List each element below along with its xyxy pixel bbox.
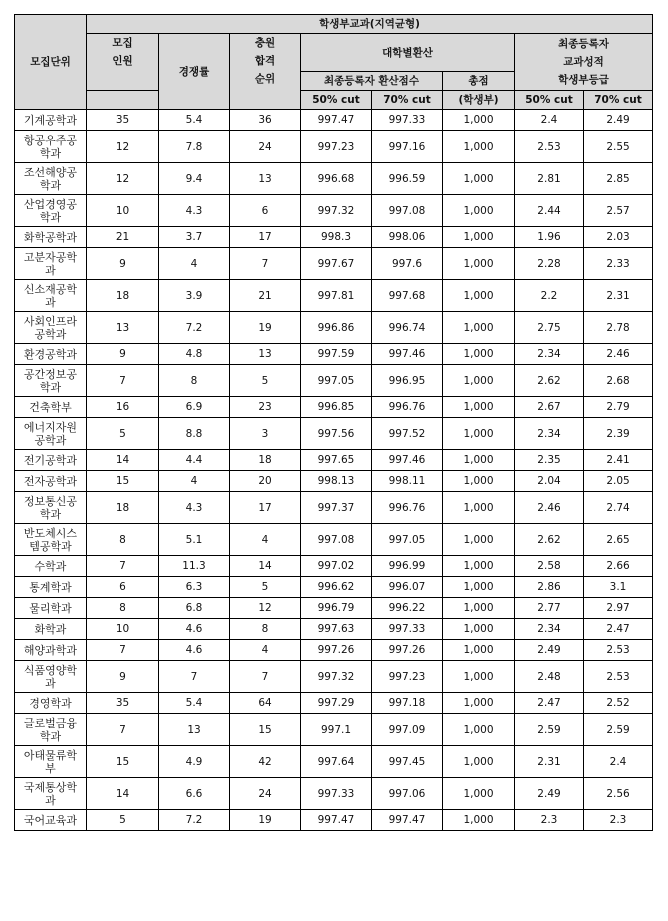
grade-cut70-cell: 2.49 [584, 110, 653, 131]
table-row [15, 471, 653, 492]
table-row [15, 365, 653, 397]
header-cut50: 50% cut [301, 91, 372, 110]
waitlist-cell: 36 [230, 110, 301, 131]
waitlist-cell: 17 [230, 227, 301, 248]
quota-cell: 15 [87, 471, 159, 492]
total-cell: 1,000 [443, 450, 515, 471]
waitlist-cell: 64 [230, 693, 301, 714]
total-cell: 1,000 [443, 619, 515, 640]
score-cut50-cell: 997.47 [301, 810, 372, 831]
quota-cell: 18 [87, 492, 159, 524]
competition-cell: 6.8 [159, 598, 230, 619]
grade-cut70-cell: 2.39 [584, 418, 653, 450]
quota-cell: 16 [87, 397, 159, 418]
unit-name-cell: 경영학과 [15, 693, 87, 714]
grade-cut70-cell: 2.56 [584, 778, 653, 810]
grade-cut50-cell: 2.47 [515, 693, 584, 714]
unit-name-cell: 화학과 [15, 619, 87, 640]
header-waitlist: 충원 합격 순위 [230, 34, 301, 110]
score-cut70-cell: 996.59 [372, 163, 443, 195]
score-cut50-cell: 996.79 [301, 598, 372, 619]
table-header [15, 15, 653, 110]
table-row [15, 778, 653, 810]
quota-cell: 15 [87, 746, 159, 778]
quota-cell: 7 [87, 640, 159, 661]
score-cut50-cell: 997.32 [301, 661, 372, 693]
competition-cell: 4.4 [159, 450, 230, 471]
competition-cell: 7.2 [159, 312, 230, 344]
score-cut50-cell: 997.47 [301, 110, 372, 131]
unit-name-cell: 수학과 [15, 556, 87, 577]
waitlist-cell: 18 [230, 450, 301, 471]
score-cut70-cell: 996.95 [372, 365, 443, 397]
grade-cut50-cell: 2.31 [515, 746, 584, 778]
competition-cell: 7 [159, 661, 230, 693]
grade-cut70-cell: 2.68 [584, 365, 653, 397]
grade-cut50-cell: 2.62 [515, 524, 584, 556]
total-cell: 1,000 [443, 418, 515, 450]
grade-cut50-cell: 2.59 [515, 714, 584, 746]
grade-cut70-cell: 2.4 [584, 746, 653, 778]
quota-cell: 5 [87, 418, 159, 450]
competition-cell: 8.8 [159, 418, 230, 450]
score-cut50-cell: 998.13 [301, 471, 372, 492]
quota-cell: 7 [87, 365, 159, 397]
total-cell: 1,000 [443, 195, 515, 227]
grade-cut50-cell: 2.75 [515, 312, 584, 344]
quota-cell: 9 [87, 661, 159, 693]
header-grade-cut70: 70% cut [584, 91, 653, 110]
score-cut50-cell: 997.08 [301, 524, 372, 556]
table-row [15, 598, 653, 619]
total-cell: 1,000 [443, 661, 515, 693]
grade-cut70-cell: 2.47 [584, 619, 653, 640]
score-cut50-cell: 996.68 [301, 163, 372, 195]
competition-cell: 5.4 [159, 110, 230, 131]
header-total: 총점 [443, 72, 515, 91]
unit-name-cell: 건축학부 [15, 397, 87, 418]
waitlist-cell: 5 [230, 577, 301, 598]
competition-cell: 6.6 [159, 778, 230, 810]
unit-name-cell: 화학공학과 [15, 227, 87, 248]
score-cut70-cell: 997.68 [372, 280, 443, 312]
competition-cell: 4.6 [159, 619, 230, 640]
table-row [15, 312, 653, 344]
table-row [15, 163, 653, 195]
table-row [15, 344, 653, 365]
total-cell: 1,000 [443, 312, 515, 344]
score-cut50-cell: 997.56 [301, 418, 372, 450]
score-cut50-cell: 996.85 [301, 397, 372, 418]
grade-cut50-cell: 2.34 [515, 418, 584, 450]
grade-cut70-cell: 2.53 [584, 661, 653, 693]
waitlist-cell: 17 [230, 492, 301, 524]
table-row [15, 110, 653, 131]
waitlist-cell: 20 [230, 471, 301, 492]
table-body [15, 110, 653, 831]
waitlist-cell: 4 [230, 640, 301, 661]
total-cell: 1,000 [443, 524, 515, 556]
total-cell: 1,000 [443, 397, 515, 418]
table-row [15, 661, 653, 693]
score-cut70-cell: 997.46 [372, 450, 443, 471]
competition-cell: 6.3 [159, 577, 230, 598]
score-cut70-cell: 997.46 [372, 344, 443, 365]
unit-name-cell: 기계공학과 [15, 110, 87, 131]
unit-name-cell: 전기공학과 [15, 450, 87, 471]
score-cut50-cell: 997.26 [301, 640, 372, 661]
table-row [15, 195, 653, 227]
competition-cell: 5.1 [159, 524, 230, 556]
grade-cut70-cell: 2.85 [584, 163, 653, 195]
quota-cell: 10 [87, 619, 159, 640]
score-cut70-cell: 997.47 [372, 810, 443, 831]
unit-name-cell: 물리학과 [15, 598, 87, 619]
grade-cut50-cell: 2.04 [515, 471, 584, 492]
waitlist-cell: 23 [230, 397, 301, 418]
quota-cell: 13 [87, 312, 159, 344]
unit-name-cell: 반도체시스 템공학과 [15, 524, 87, 556]
waitlist-cell: 3 [230, 418, 301, 450]
score-cut50-cell: 997.65 [301, 450, 372, 471]
score-cut50-cell: 997.02 [301, 556, 372, 577]
unit-name-cell: 전자공학과 [15, 471, 87, 492]
total-cell: 1,000 [443, 577, 515, 598]
score-cut70-cell: 998.06 [372, 227, 443, 248]
total-cell: 1,000 [443, 227, 515, 248]
grade-cut70-cell: 2.05 [584, 471, 653, 492]
competition-cell: 4.3 [159, 195, 230, 227]
grade-cut70-cell: 2.31 [584, 280, 653, 312]
grade-cut70-cell: 2.52 [584, 693, 653, 714]
total-cell: 1,000 [443, 365, 515, 397]
unit-name-cell: 환경공학과 [15, 344, 87, 365]
unit-name-cell: 아태물류학 부 [15, 746, 87, 778]
admission-table-container [14, 14, 652, 831]
grade-cut50-cell: 2.49 [515, 640, 584, 661]
waitlist-cell: 6 [230, 195, 301, 227]
total-cell: 1,000 [443, 640, 515, 661]
waitlist-cell: 15 [230, 714, 301, 746]
quota-cell: 12 [87, 131, 159, 163]
unit-name-cell: 통계학과 [15, 577, 87, 598]
waitlist-cell: 24 [230, 131, 301, 163]
grade-cut50-cell: 2.35 [515, 450, 584, 471]
table-row [15, 714, 653, 746]
unit-name-cell: 국어교육과 [15, 810, 87, 831]
grade-cut50-cell: 2.77 [515, 598, 584, 619]
score-cut50-cell: 997.37 [301, 492, 372, 524]
unit-name-cell: 에너지자원 공학과 [15, 418, 87, 450]
grade-cut50-cell: 2.49 [515, 778, 584, 810]
competition-cell: 3.9 [159, 280, 230, 312]
total-cell: 1,000 [443, 778, 515, 810]
table-row [15, 693, 653, 714]
competition-cell: 7.2 [159, 810, 230, 831]
unit-name-cell: 사회인프라 공학과 [15, 312, 87, 344]
quota-cell: 5 [87, 810, 159, 831]
total-cell: 1,000 [443, 110, 515, 131]
grade-cut50-cell: 2.2 [515, 280, 584, 312]
table-row [15, 397, 653, 418]
score-cut70-cell: 997.18 [372, 693, 443, 714]
table-row [15, 556, 653, 577]
grade-cut70-cell: 2.59 [584, 714, 653, 746]
score-cut70-cell: 997.33 [372, 110, 443, 131]
quota-cell: 14 [87, 450, 159, 471]
unit-name-cell: 고분자공학 과 [15, 248, 87, 280]
quota-cell: 18 [87, 280, 159, 312]
grade-cut50-cell: 2.62 [515, 365, 584, 397]
competition-cell: 4 [159, 248, 230, 280]
competition-cell: 11.3 [159, 556, 230, 577]
table-row [15, 418, 653, 450]
grade-cut70-cell: 2.97 [584, 598, 653, 619]
grade-cut50-cell: 2.3 [515, 810, 584, 831]
score-cut50-cell: 997.1 [301, 714, 372, 746]
score-cut70-cell: 996.76 [372, 492, 443, 524]
header-final-conversion: 최종등록자 환산점수 [301, 72, 443, 91]
score-cut70-cell: 997.08 [372, 195, 443, 227]
grade-cut70-cell: 2.03 [584, 227, 653, 248]
score-cut50-cell: 997.29 [301, 693, 372, 714]
grade-cut50-cell: 1.96 [515, 227, 584, 248]
waitlist-cell: 21 [230, 280, 301, 312]
score-cut50-cell: 997.81 [301, 280, 372, 312]
waitlist-cell: 24 [230, 778, 301, 810]
grade-cut50-cell: 2.44 [515, 195, 584, 227]
quota-cell: 12 [87, 163, 159, 195]
grade-cut70-cell: 2.33 [584, 248, 653, 280]
competition-cell: 6.9 [159, 397, 230, 418]
grade-cut70-cell: 2.79 [584, 397, 653, 418]
score-cut50-cell: 997.64 [301, 746, 372, 778]
table-row [15, 227, 653, 248]
grade-cut50-cell: 2.34 [515, 619, 584, 640]
total-cell: 1,000 [443, 344, 515, 365]
total-cell: 1,000 [443, 492, 515, 524]
score-cut50-cell: 997.32 [301, 195, 372, 227]
quota-cell: 35 [87, 693, 159, 714]
competition-cell: 5.4 [159, 693, 230, 714]
score-cut50-cell: 997.33 [301, 778, 372, 810]
quota-cell: 8 [87, 524, 159, 556]
score-cut70-cell: 997.06 [372, 778, 443, 810]
header-quota-blank [87, 91, 159, 110]
grade-cut50-cell: 2.58 [515, 556, 584, 577]
score-cut70-cell: 996.76 [372, 397, 443, 418]
header-unit: 모집단위 [15, 15, 87, 110]
score-cut70-cell: 998.11 [372, 471, 443, 492]
grade-cut70-cell: 2.74 [584, 492, 653, 524]
score-cut50-cell: 996.62 [301, 577, 372, 598]
competition-cell: 4.3 [159, 492, 230, 524]
score-cut50-cell: 997.63 [301, 619, 372, 640]
waitlist-cell: 4 [230, 524, 301, 556]
header-total-sub: (학생부) [443, 91, 515, 110]
unit-name-cell: 신소재공학 과 [15, 280, 87, 312]
score-cut50-cell: 998.3 [301, 227, 372, 248]
competition-cell: 9.4 [159, 163, 230, 195]
table-row [15, 131, 653, 163]
score-cut70-cell: 996.99 [372, 556, 443, 577]
table-row [15, 450, 653, 471]
total-cell: 1,000 [443, 598, 515, 619]
competition-cell: 3.7 [159, 227, 230, 248]
table-row [15, 640, 653, 661]
waitlist-cell: 12 [230, 598, 301, 619]
competition-cell: 4.9 [159, 746, 230, 778]
competition-cell: 4.6 [159, 640, 230, 661]
score-cut50-cell: 997.23 [301, 131, 372, 163]
grade-cut70-cell: 2.57 [584, 195, 653, 227]
quota-cell: 21 [87, 227, 159, 248]
unit-name-cell: 해양과학과 [15, 640, 87, 661]
waitlist-cell: 14 [230, 556, 301, 577]
quota-cell: 14 [87, 778, 159, 810]
table-row [15, 524, 653, 556]
grade-cut50-cell: 2.67 [515, 397, 584, 418]
header-grade-group: 최종등록자 교과성적 학생부등급 [515, 34, 653, 91]
grade-cut70-cell: 2.65 [584, 524, 653, 556]
header-univ-conversion: 대학별환산 [301, 34, 515, 72]
score-cut50-cell: 996.86 [301, 312, 372, 344]
table-row [15, 810, 653, 831]
grade-cut70-cell: 2.66 [584, 556, 653, 577]
total-cell: 1,000 [443, 746, 515, 778]
grade-cut50-cell: 2.28 [515, 248, 584, 280]
unit-name-cell: 정보통신공 학과 [15, 492, 87, 524]
header-cut70: 70% cut [372, 91, 443, 110]
unit-name-cell: 조선해양공 학과 [15, 163, 87, 195]
grade-cut70-cell: 2.41 [584, 450, 653, 471]
score-cut70-cell: 996.74 [372, 312, 443, 344]
competition-cell: 13 [159, 714, 230, 746]
total-cell: 1,000 [443, 693, 515, 714]
waitlist-cell: 42 [230, 746, 301, 778]
total-cell: 1,000 [443, 280, 515, 312]
total-cell: 1,000 [443, 471, 515, 492]
score-cut70-cell: 997.23 [372, 661, 443, 693]
unit-name-cell: 식품영양학 과 [15, 661, 87, 693]
grade-cut70-cell: 2.78 [584, 312, 653, 344]
table-row [15, 280, 653, 312]
quota-cell: 9 [87, 248, 159, 280]
grade-cut70-cell: 2.3 [584, 810, 653, 831]
grade-cut50-cell: 2.34 [515, 344, 584, 365]
score-cut50-cell: 997.05 [301, 365, 372, 397]
competition-cell: 4.8 [159, 344, 230, 365]
waitlist-cell: 8 [230, 619, 301, 640]
score-cut50-cell: 997.59 [301, 344, 372, 365]
grade-cut70-cell: 2.55 [584, 131, 653, 163]
total-cell: 1,000 [443, 248, 515, 280]
table-row [15, 619, 653, 640]
waitlist-cell: 7 [230, 661, 301, 693]
grade-cut50-cell: 2.46 [515, 492, 584, 524]
waitlist-cell: 13 [230, 163, 301, 195]
quota-cell: 9 [87, 344, 159, 365]
table-row [15, 746, 653, 778]
grade-cut50-cell: 2.48 [515, 661, 584, 693]
grade-cut50-cell: 2.4 [515, 110, 584, 131]
grade-cut70-cell: 3.1 [584, 577, 653, 598]
header-grade-cut50: 50% cut [515, 91, 584, 110]
score-cut70-cell: 996.07 [372, 577, 443, 598]
admission-results-table [14, 14, 653, 831]
quota-cell: 7 [87, 714, 159, 746]
grade-cut50-cell: 2.81 [515, 163, 584, 195]
quota-cell: 8 [87, 598, 159, 619]
score-cut70-cell: 997.52 [372, 418, 443, 450]
table-row [15, 248, 653, 280]
waitlist-cell: 19 [230, 312, 301, 344]
grade-cut50-cell: 2.53 [515, 131, 584, 163]
unit-name-cell: 글로벌금융 학과 [15, 714, 87, 746]
score-cut70-cell: 997.05 [372, 524, 443, 556]
total-cell: 1,000 [443, 556, 515, 577]
competition-cell: 8 [159, 365, 230, 397]
unit-name-cell: 공간정보공 학과 [15, 365, 87, 397]
total-cell: 1,000 [443, 810, 515, 831]
header-quota: 모집 인원 [87, 34, 159, 91]
score-cut70-cell: 997.33 [372, 619, 443, 640]
score-cut70-cell: 997.45 [372, 746, 443, 778]
header-group: 학생부교과(지역균형) [87, 15, 653, 34]
competition-cell: 7.8 [159, 131, 230, 163]
header-competition: 경쟁률 [159, 34, 230, 110]
score-cut70-cell: 996.22 [372, 598, 443, 619]
total-cell: 1,000 [443, 714, 515, 746]
total-cell: 1,000 [443, 163, 515, 195]
unit-name-cell: 국제통상학 과 [15, 778, 87, 810]
waitlist-cell: 13 [230, 344, 301, 365]
grade-cut70-cell: 2.53 [584, 640, 653, 661]
score-cut70-cell: 997.16 [372, 131, 443, 163]
quota-cell: 6 [87, 577, 159, 598]
unit-name-cell: 항공우주공 학과 [15, 131, 87, 163]
quota-cell: 10 [87, 195, 159, 227]
competition-cell: 4 [159, 471, 230, 492]
quota-cell: 35 [87, 110, 159, 131]
unit-name-cell: 산업경영공 학과 [15, 195, 87, 227]
grade-cut70-cell: 2.46 [584, 344, 653, 365]
total-cell: 1,000 [443, 131, 515, 163]
table-row [15, 492, 653, 524]
score-cut70-cell: 997.26 [372, 640, 443, 661]
score-cut70-cell: 997.6 [372, 248, 443, 280]
waitlist-cell: 19 [230, 810, 301, 831]
table-row [15, 577, 653, 598]
waitlist-cell: 7 [230, 248, 301, 280]
score-cut50-cell: 997.67 [301, 248, 372, 280]
quota-cell: 7 [87, 556, 159, 577]
waitlist-cell: 5 [230, 365, 301, 397]
score-cut70-cell: 997.09 [372, 714, 443, 746]
grade-cut50-cell: 2.86 [515, 577, 584, 598]
